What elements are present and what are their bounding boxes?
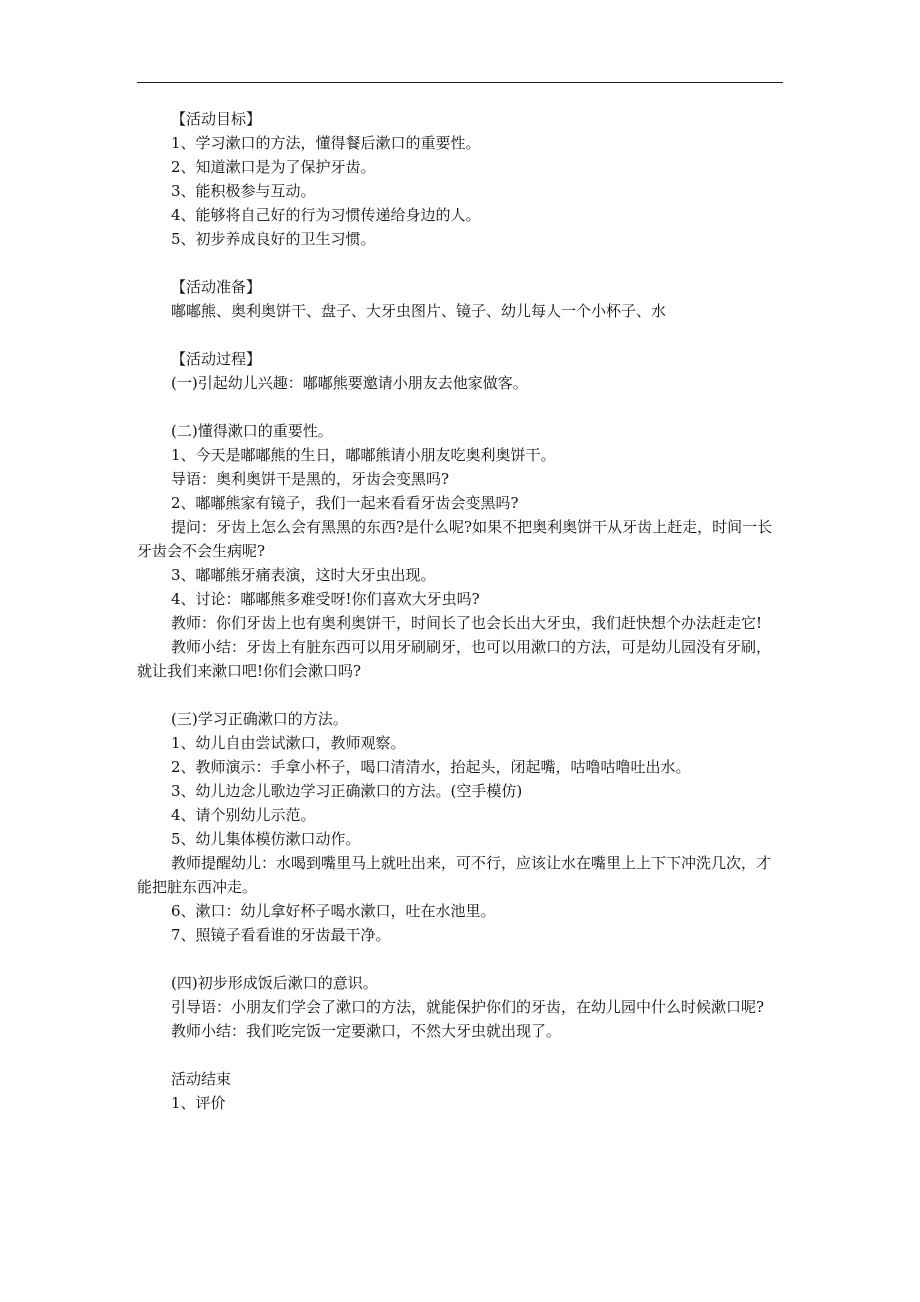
process-line: 1、幼儿自由尝试漱口，教师观察。 <box>171 734 406 752</box>
process-line: 7、照镜子看看谁的牙齿最干净。 <box>171 926 391 944</box>
process-line: 引导语：小朋友们学会了漱口的方法，就能保护你们的牙齿，在幼儿园中什么时候漱口呢? <box>171 998 765 1016</box>
prep-materials: 嘟嘟熊、奥利奥饼干、盘子、大牙虫图片、镜子、幼儿每人一个小杯子、水 <box>171 302 667 320</box>
spacer <box>137 251 783 275</box>
goal-item: 1、学习漱口的方法，懂得餐后漱口的重要性。 <box>171 134 481 152</box>
process-part-3-title: (三)学习正确漱口的方法。 <box>171 710 348 728</box>
process-line: 教师：你们牙齿上也有奥利奥饼干，时间长了也会长出大牙虫，我们赶快想个办法赶走它! <box>171 614 763 632</box>
process-line: 3、嘟嘟熊牙痛表演，这时大牙虫出现。 <box>171 566 436 584</box>
header-rule <box>137 82 783 83</box>
goal-item: 5、初步养成良好的卫生习惯。 <box>171 230 376 248</box>
process-line: 提问：牙齿上怎么会有黑黑的东西?是什么呢?如果不把奥利奥饼干从牙齿上赶走，时间一长牙齿会不会生病呢? <box>137 518 773 560</box>
goal-item: 3、能积极参与互动。 <box>171 182 316 200</box>
process-line: 2、教师演示：手拿小杯子，喝口清清水，抬起头，闭起嘴，咕噜咕噜吐出水。 <box>171 758 691 776</box>
process-line: 2、嘟嘟熊家有镜子，我们一起来看看牙齿会变黑吗? <box>171 494 519 512</box>
section-heading-ending: 活动结束 <box>171 1070 232 1088</box>
spacer <box>137 395 783 419</box>
ending-item: 1、评价 <box>171 1094 226 1112</box>
spacer <box>137 947 783 971</box>
process-line: 1、今天是嘟嘟熊的生日，嘟嘟熊请小朋友吃奥利奥饼干。 <box>171 446 556 464</box>
spacer <box>137 1043 783 1067</box>
process-line: 6、漱口：幼儿拿好杯子喝水漱口，吐在水池里。 <box>171 902 496 920</box>
document-body <box>137 107 783 1115</box>
process-part-4-title: (四)初步形成饭后漱口的意识。 <box>171 974 378 992</box>
spacer <box>137 683 783 707</box>
section-heading-prep: 【活动准备】 <box>171 278 262 296</box>
goal-item: 4、能够将自己好的行为习惯传递给身边的人。 <box>171 206 481 224</box>
process-line: 4、请个别幼儿示范。 <box>171 806 316 824</box>
process-line: 教师小结：我们吃完饭一定要漱口，不然大牙虫就出现了。 <box>171 1022 562 1040</box>
goal-item: 2、知道漱口是为了保护牙齿。 <box>171 158 376 176</box>
process-line: 教师小结：牙齿上有脏东西可以用牙刷刷牙，也可以用漱口的方法，可是幼儿园没有牙刷，就让我们来漱口吧!你们会漱口吗? <box>137 638 772 680</box>
process-part-2-title: (二)懂得漱口的重要性。 <box>171 422 333 440</box>
process-part-1: (一)引起幼儿兴趣：嘟嘟熊要邀请小朋友去他家做客。 <box>171 374 528 392</box>
section-heading-goals: 【活动目标】 <box>171 110 262 128</box>
process-line: 3、幼儿边念儿歌边学习正确漱口的方法。(空手模仿) <box>171 782 523 800</box>
section-heading-process: 【活动过程】 <box>171 350 262 368</box>
process-line: 导语：奥利奥饼干是黑的，牙齿会变黑吗? <box>171 470 450 488</box>
process-line: 教师提醒幼儿：水喝到嘴里马上就吐出来，可不行，应该让水在嘴里上上下下冲洗几次，才能把脏东西冲走。 <box>137 854 772 896</box>
process-line: 4、讨论：嘟嘟熊多难受呀!你们喜欢大牙虫吗? <box>171 590 480 608</box>
process-line: 5、幼儿集体模仿漱口动作。 <box>171 830 361 848</box>
spacer <box>137 323 783 347</box>
